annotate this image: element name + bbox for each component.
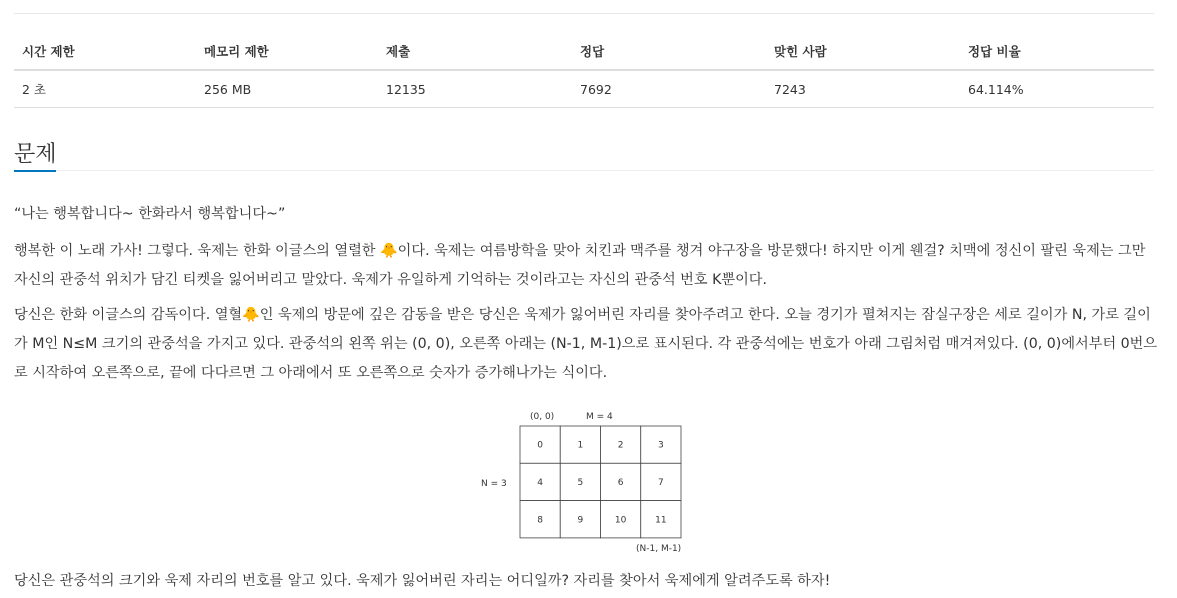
top-left-coordinate-label: (0, 0): [530, 412, 555, 422]
header-submissions: 제출: [378, 33, 572, 70]
section-title-accent: [14, 170, 56, 172]
header-accepted: 정답: [572, 33, 766, 70]
seat-number: 11: [655, 515, 667, 526]
seat-number: 2: [617, 440, 624, 451]
table-header-row: [14, 33, 1154, 70]
solved-users-value: 7243: [766, 70, 960, 108]
header-accept-ratio: 정답 비율: [960, 33, 1154, 70]
seat-number: 9: [577, 515, 584, 526]
seat-number: 0: [537, 440, 543, 451]
seat-number: 10: [614, 515, 627, 526]
header-solved-users: 맞힌 사람: [766, 33, 960, 70]
header-time-limit: 시간 제한: [14, 33, 196, 70]
seat-number: 5: [577, 477, 584, 488]
problem-paragraph-last: 당신은 관중석의 크기와 욱제 자리의 번호를 알고 있다. 욱제가 잃어버린 자리는 어디일까? 자리를 찾아서 욱제에게 알려주도록 하자!: [14, 573, 831, 589]
n-size-label: N = 3: [481, 479, 507, 489]
time-limit-value: 2 초: [14, 70, 196, 108]
memory-limit-value: 256 MB: [196, 70, 378, 108]
accepted-value: 7692: [572, 70, 766, 108]
m-size-label: M = 4: [586, 412, 613, 422]
accept-ratio-value: 64.114%: [960, 70, 1154, 108]
table-row: [14, 70, 1154, 108]
problem-paragraph: 행복한 이 노래 가사! 그렇다. 욱제는 한화 이글스의 열렬한 🐥이다. 욱제는 여름방학을 맞아 치킨과 맥주를 챙겨 야구장을 방문했다! 하지만 이게 웬걸? 치맥에 정신이 팔린 욱제는 그만 자신의 관중석 위치가 담긴 티켓을 잃어버리고 말았다. 욱제가 유일하게 기억하는 것이라고는 자신의 관중석 번호 K뿐이다.: [14, 243, 1146, 288]
seat-number: 7: [658, 477, 664, 488]
seat-grid: [520, 426, 681, 538]
bottom-right-coordinate-label: (N-1, M-1): [636, 544, 682, 554]
problem-paragraph: “나는 행복합니다~ 한화라서 행복합니다~”: [14, 206, 286, 222]
submissions-value: 12135: [378, 70, 572, 108]
section-divider: [14, 170, 1154, 171]
seat-number: 8: [537, 515, 543, 526]
problem-paragraph: 당신은 한화 이글스의 감독이다. 열혈🐥인 욱제의 방문에 깊은 감동을 받은 당신은 욱제가 잃어버린 자리를 찾아주려고 한다. 오늘 경기가 펼쳐지는 잠실구장은 세로 길이가 N, 가로 길이가 M인 N≤M 크기의 관중석을 가지고 있다. 관중석의 왼쪽 위는 (0, 0), 오른쪽 아래는 (N-1, M-1)으로 표시된다. 각 관중석에는 번호가 아래 그림처럼 매겨져있다. (0, 0)에서부터 0번으로 시작하여 오른쪽으로, 끝에 다다르면 그 아래에서 또 오른쪽으로 숫자가 증가해나가는 식이다.: [14, 307, 1158, 381]
seat-numbering-figure: [478, 406, 698, 556]
seat-number: 4: [537, 477, 543, 488]
seat-number: 1: [577, 440, 584, 451]
seat-number: 3: [658, 440, 664, 451]
seat-number: 6: [617, 477, 624, 488]
problem-section-title: 문제: [14, 142, 57, 167]
top-divider: [14, 13, 1154, 14]
problem-description: [14, 200, 1159, 394]
problem-limits-table: [14, 33, 1154, 108]
header-memory-limit: 메모리 제한: [196, 33, 378, 70]
